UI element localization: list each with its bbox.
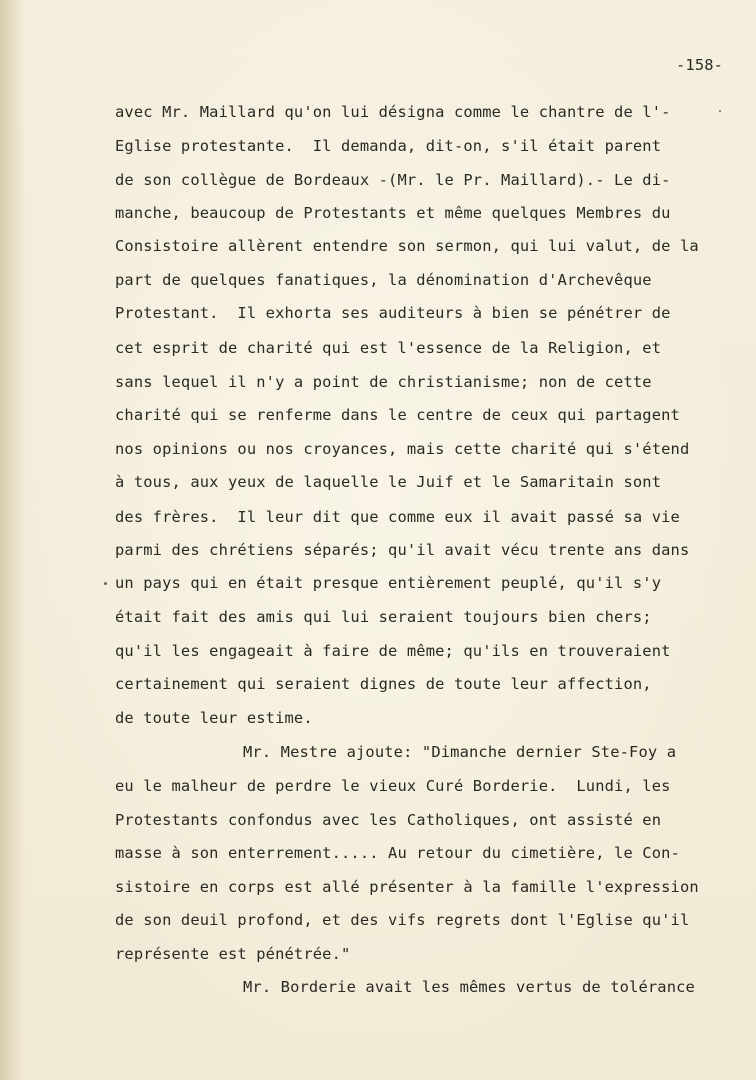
text-line: masse à son enterrement..... Au retour du cimetière, le Con- (115, 844, 680, 862)
text-line: à tous, aux yeux de laquelle le Juif et le Samaritain sont (115, 473, 662, 491)
text-line: des frères. Il leur dit que comme eux il avait passé sa vie (115, 508, 680, 526)
page-number: -158- (676, 56, 724, 74)
text-line: Protestant. Il exhorta ses auditeurs à bien se pénétrer de (115, 304, 671, 322)
text-line: de toute leur estime. (115, 709, 313, 727)
text-line: part de quelques fanatiques, la dénomination d'Archevêque (115, 271, 652, 289)
text-line: de son collègue de Bordeaux -(Mr. le Pr. Maillard).- Le di- (115, 171, 671, 189)
ink-speck (104, 582, 107, 585)
text-line: certainement qui seraient dignes de toute leur affection, (115, 675, 652, 693)
text-line: sans lequel il n'y a point de christianisme; non de cette (115, 373, 652, 391)
text-line: de son deuil profond, et des vifs regrets dont l'Eglise qu'il (115, 911, 690, 929)
text-line: était fait des amis qui lui seraient toujours bien chers; (115, 608, 652, 626)
text-line: représente est pénétrée." (115, 945, 351, 963)
text-line: parmi des chrétiens séparés; qu'il avait vécu trente ans dans (115, 541, 690, 559)
text-line: cet esprit de charité qui est l'essence de la Religion, et (115, 339, 662, 357)
text-line-indented: Mr. Mestre ajoute: "Dimanche dernier Ste-Foy a (243, 743, 677, 761)
text-line: sistoire en corps est allé présenter à la famille l'expression (115, 878, 699, 896)
text-line: eu le malheur de perdre le vieux Curé Borderie. Lundi, les (115, 777, 671, 795)
text-line: charité qui se renferme dans le centre de ceux qui partagent (115, 406, 680, 424)
text-line: manche, beaucoup de Protestants et même quelques Membres du (115, 204, 671, 222)
text-line: Eglise protestante. Il demanda, dit-on, s'il était parent (115, 137, 662, 155)
text-line: Protestants confondus avec les Catholiques, ont assisté en (115, 811, 662, 829)
text-line: avec Mr. Maillard qu'on lui désigna comme le chantre de l'- (115, 103, 671, 121)
text-line: nos opinions ou nos croyances, mais cette charité qui s'étend (115, 440, 690, 458)
text-line: un pays qui en était presque entièrement peuplé, qu'il s'y (115, 574, 662, 592)
text-line-indented: Mr. Borderie avait les mêmes vertus de tolérance (243, 978, 695, 996)
text-line: qu'il les engageait à faire de même; qu'ils en trouveraient (115, 642, 671, 660)
ink-speck (719, 110, 721, 112)
paper-edge-shadow (0, 0, 26, 1080)
text-line: Consistoire allèrent entendre son sermon, qui lui valut, de la (115, 237, 699, 255)
